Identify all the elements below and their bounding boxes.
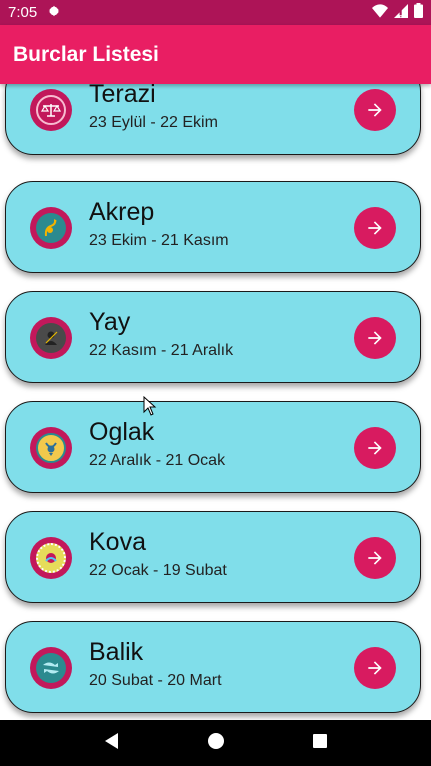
sign-dates: 22 Aralık - 21 Ocak bbox=[89, 452, 226, 469]
list-item[interactable] bbox=[5, 401, 421, 493]
recents-icon bbox=[312, 733, 328, 749]
status-time: 7:05 bbox=[8, 4, 38, 21]
sign-list[interactable] bbox=[0, 84, 431, 720]
arrow-right-icon bbox=[365, 658, 385, 678]
sign-dates: 23 Eylül - 22 Ekim bbox=[89, 114, 218, 131]
arrow-right-icon bbox=[365, 328, 385, 348]
mouse-cursor-icon bbox=[143, 396, 157, 421]
arrow-right-button[interactable] bbox=[354, 89, 396, 131]
list-item[interactable] bbox=[5, 291, 421, 383]
arrow-right-icon bbox=[365, 100, 385, 120]
home-button[interactable] bbox=[207, 732, 225, 755]
capricorn-icon bbox=[36, 433, 66, 463]
wifi-icon bbox=[372, 4, 388, 22]
sign-name: Terazi bbox=[89, 84, 156, 108]
sagittarius-icon bbox=[36, 323, 66, 353]
app-bar bbox=[0, 25, 431, 84]
back-icon bbox=[103, 732, 121, 750]
sign-dates: 22 Kasım - 21 Aralık bbox=[89, 342, 234, 359]
navigation-bar bbox=[0, 720, 431, 766]
arrow-right-button[interactable] bbox=[354, 537, 396, 579]
arrow-right-icon bbox=[365, 548, 385, 568]
sign-name: Balik bbox=[89, 638, 144, 666]
list-item[interactable] bbox=[5, 181, 421, 273]
avatar bbox=[30, 537, 72, 579]
back-button[interactable] bbox=[103, 732, 121, 755]
avatar bbox=[30, 89, 72, 131]
arrow-right-button[interactable] bbox=[354, 207, 396, 249]
sign-name: Oglak bbox=[89, 418, 155, 446]
libra-icon bbox=[36, 95, 66, 125]
sign-name: Yay bbox=[89, 308, 131, 336]
sign-dates: 23 Ekim - 21 Kasım bbox=[89, 232, 229, 249]
sign-dates: 20 Subat - 20 Mart bbox=[89, 672, 222, 689]
status-bar bbox=[0, 0, 431, 25]
pisces-icon bbox=[36, 653, 66, 683]
arrow-right-icon bbox=[365, 218, 385, 238]
home-icon bbox=[207, 732, 225, 750]
cellular-icon bbox=[394, 4, 408, 22]
page-title: Burclar Listesi bbox=[13, 42, 159, 66]
arrow-right-button[interactable] bbox=[354, 317, 396, 359]
avatar bbox=[30, 207, 72, 249]
list-item[interactable] bbox=[5, 621, 421, 713]
gear-icon bbox=[47, 4, 61, 22]
avatar bbox=[30, 317, 72, 359]
list-item[interactable] bbox=[5, 84, 421, 155]
sign-name: Kova bbox=[89, 528, 146, 556]
arrow-right-icon bbox=[365, 438, 385, 458]
list-item[interactable] bbox=[5, 511, 421, 603]
scorpio-icon bbox=[36, 213, 66, 243]
arrow-right-button[interactable] bbox=[354, 647, 396, 689]
battery-icon bbox=[414, 3, 423, 22]
avatar bbox=[30, 647, 72, 689]
recents-button[interactable] bbox=[312, 733, 328, 754]
arrow-right-button[interactable] bbox=[354, 427, 396, 469]
aquarius-icon bbox=[36, 543, 66, 573]
sign-name: Akrep bbox=[89, 198, 155, 226]
sign-dates: 22 Ocak - 19 Subat bbox=[89, 562, 227, 579]
avatar bbox=[30, 427, 72, 469]
